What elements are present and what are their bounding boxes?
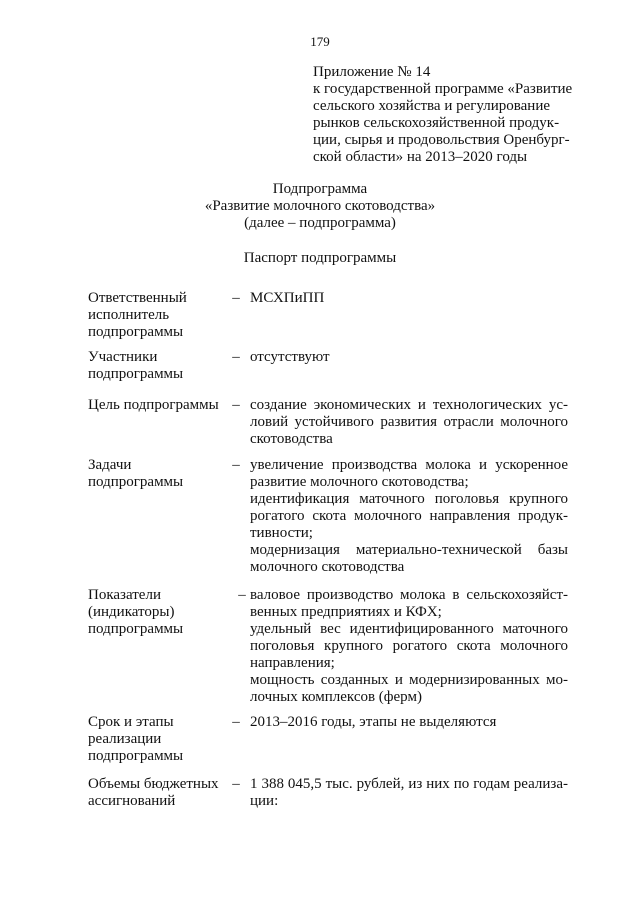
label-line: Срок и этапы [88, 714, 174, 730]
page-number: 179 [310, 34, 330, 49]
value-line: направления; [250, 655, 335, 671]
appendix-line: Приложение № 14 [313, 64, 431, 80]
appendix-line: к государственной программе «Развитие [313, 81, 573, 97]
row-dash: – [232, 290, 240, 306]
value-line: отсутствуют [250, 349, 330, 365]
appendix-line: сельского хозяйства и регулирование [313, 98, 551, 114]
row-dash: – [232, 397, 240, 413]
appendix-note [313, 64, 572, 166]
value-line: создание экономических и технологических ус- [250, 397, 568, 413]
passport-row-label [88, 587, 183, 638]
value-line: 1 388 045,5 тыс. рублей, из них по годам реализа- [250, 776, 568, 792]
subprogram-name: «Развитие молочного скотоводства» [204, 198, 436, 214]
value-line: скотоводства [250, 431, 333, 447]
label-line: подпрограммы [88, 748, 184, 764]
subprogram-note: (далее – подпрограмма) [244, 215, 396, 231]
label-line: Объемы бюджетных [88, 776, 219, 792]
value-line: рогатого скота молочного направления продук- [250, 508, 568, 524]
row-dash: – [232, 714, 240, 730]
row-dash: – [238, 587, 246, 603]
label-line: исполнитель [88, 307, 170, 323]
passport-row-value [250, 776, 568, 810]
value-line: валовое производство молока в сельскохозяйст- [250, 587, 568, 603]
passport-row-label [88, 397, 219, 414]
value-line: модернизация материально-технической базы [250, 542, 568, 558]
label-line: подпрограммы [88, 366, 184, 382]
label-line: подпрограммы [88, 324, 184, 340]
row-dash: – [232, 776, 240, 792]
value-line: венных предприятиях и КФХ; [250, 604, 442, 620]
value-line: лочных комплексов (ферм) [250, 689, 422, 705]
passport-row-value [250, 290, 568, 307]
value-line: удельный вес идентифицированного маточного [250, 621, 568, 637]
value-line: 2013–2016 годы, этапы не выделяются [250, 714, 497, 730]
value-line: ловий устойчивого развития отрасли молочного [250, 414, 568, 430]
value-line: молочного скотоводства [250, 559, 405, 575]
label-line: подпрограммы [88, 621, 184, 637]
label-line: Показатели [88, 587, 161, 603]
value-line: мощность созданных и модернизированных мо- [250, 672, 568, 688]
row-dash: – [232, 349, 240, 365]
appendix-line: ции, сырья и продовольствия Оренбург- [313, 132, 570, 148]
label-line: ассигнований [88, 793, 176, 809]
label-line: Цель подпрограммы [88, 397, 219, 413]
passport-title: Паспорт подпрограммы [243, 250, 397, 266]
passport-row-label [88, 714, 183, 765]
value-line: идентификация маточного поголовья крупного [250, 491, 568, 507]
value-line: тивности; [250, 525, 313, 541]
passport-row-value [250, 457, 568, 576]
label-line: подпрограммы [88, 474, 184, 490]
value-line: МСХПиПП [250, 290, 325, 306]
value-line: увеличение производства молока и ускоренное [250, 457, 568, 473]
subprogram-title-block [0, 181, 640, 232]
label-line: реализации [88, 731, 162, 747]
passport-row-label [88, 349, 183, 383]
passport-row-value [250, 714, 568, 731]
appendix-line: ской области» на 2013–2020 годы [313, 149, 528, 165]
label-line: (индикаторы) [88, 604, 175, 620]
value-line: ции: [250, 793, 279, 809]
value-line: развитие молочного скотоводства; [250, 474, 469, 490]
value-line: поголовья крупного рогатого скота молочного [250, 638, 568, 654]
label-line: Задачи [88, 457, 132, 473]
appendix-line: рынков сельскохозяйственной продук- [313, 115, 560, 131]
label-line: Участники [88, 349, 158, 365]
subprogram-heading: Подпрограмма [272, 181, 368, 197]
passport-row-label [88, 457, 183, 491]
passport-row-value [250, 349, 568, 366]
row-dash: – [232, 457, 240, 473]
passport-row-value [250, 587, 568, 706]
passport-row-value [250, 397, 568, 448]
passport-row-label [88, 290, 187, 341]
passport-row-label [88, 776, 219, 810]
label-line: Ответственный [88, 290, 187, 306]
